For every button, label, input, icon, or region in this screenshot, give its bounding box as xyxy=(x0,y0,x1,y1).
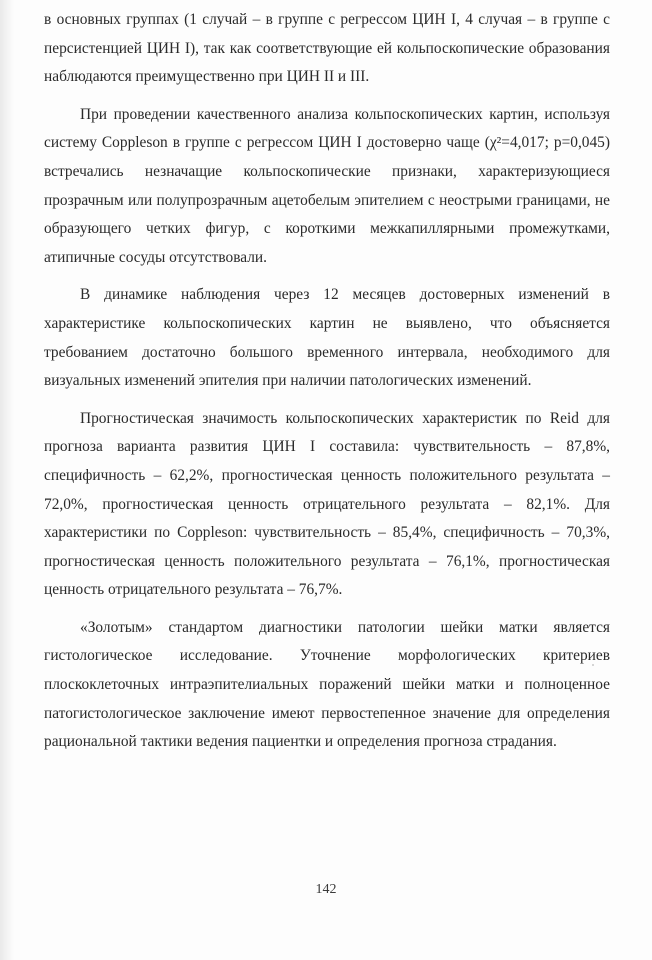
scan-shadow-edge xyxy=(0,0,14,960)
paragraph-coppleson-analysis: При проведении качественного анализа кольпоскопических картин, используя систему Coppleson в группе с регрессом ЦИН I достоверно чаще (χ²=4,017; p=0,045) встречались незначащие кольпоскопические признаки, характеризующиеся прозрачным или полупрозрачным ацетобелым эпителием с неострыми границами, не образующего четких фигур, с короткими межкапиллярными промежутками, атипичные сосуды отсутствовали. xyxy=(44,105,610,266)
body-text xyxy=(44,6,610,757)
page-number: 142 xyxy=(315,882,337,897)
paragraph-prognostic-value: Прогностическая значимость кольпоскопических характеристик по Reid для прогноза варианта развития ЦИН I составила: чувствительность – 87,8%, специфичность – 62,2%, прогностическая ценность положительного результата – 72,0%, прогностическая ценность отрицательного результата – 82,1%. Для характеристики по Coppleson: чувствительность – 85,4%, специфичность – 70,3%, прогностическая ценность положительного результата – 76,1%, прогностическая ценность отрицательного результата – 76,7%. xyxy=(44,409,610,599)
paragraph-gold-standard: «Золотым» стандартом диагностики патологии шейки матки является гистологическое исследование. Уточнение морфологических критериев плоскоклеточных интраэпителиальных поражений шейки матки и полноценное патогистологическое заключение имеют первостепенное значение для определения рациональной тактики ведения пациентки и определения прогноза страдания. xyxy=(44,618,610,751)
scan-speck xyxy=(592,664,594,666)
paragraph-dynamics: В динамике наблюдения через 12 месяцев достоверных изменений в характеристике кольпоскопических картин не выявлено, что объясняется требованием достаточно большого временного интервала, необходимого для визуальных изменений эпителия при наличии патологических изменений. xyxy=(44,286,610,390)
paragraph-continuation: в основных группах (1 случай – в группе с регрессом ЦИН I, 4 случая – в группе с персистенцией ЦИН I), так как соответствующие ей кольпоскопические образования наблюдаются преимущественно при ЦИН II и III. xyxy=(44,11,610,86)
